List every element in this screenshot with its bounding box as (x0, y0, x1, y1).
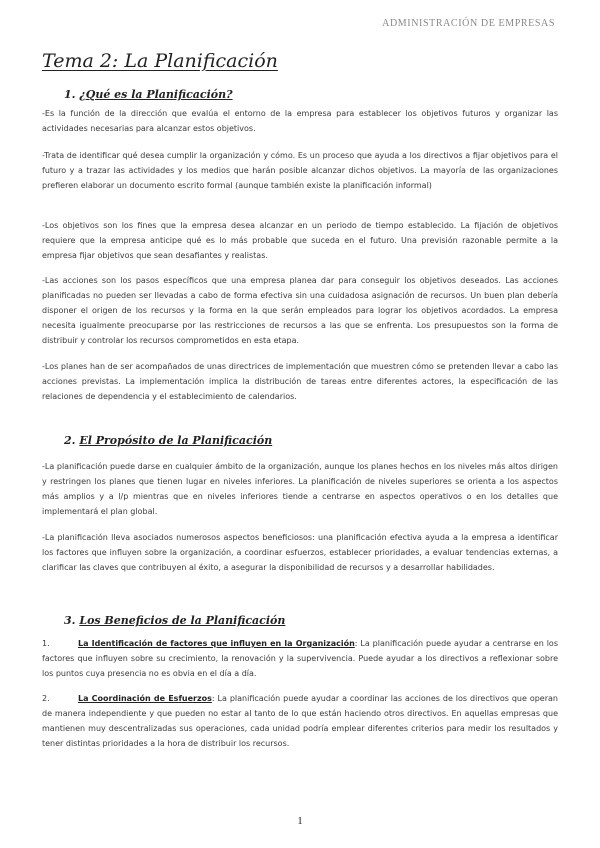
page-title: Tema 2: La Planificación (42, 50, 278, 72)
section-number: 3. (64, 614, 76, 627)
paragraph: -Las acciones son los pasos específicos que una empresa planea dar para conseguir los objetivos deseados. Las acciones planificadas no pueden ser llevadas a cabo de forma efectiva sin una cuidadosa asignación de recursos. Un buen plan debería disponer el origen de los recursos y la forma en la que serán empleados para lograr los objetivos acordados. La empresa necesita igualmente preocuparse por las restricciones de recursos a las que se enfrenta. Los presupuestos son la forma de distribuir y controlar los recursos comprometidos en esta etapa. (42, 276, 558, 345)
paragraph: -Es la función de la dirección que evalúa el entorno de la empresa para establecer los objetivos futuros y organizar las actividades necesarias para alcanzar estos objetivos. (42, 109, 558, 133)
section-number: 1. (64, 88, 76, 101)
paragraph: -La planificación puede darse en cualquier ámbito de la organización, aunque los planes hechos en los niveles más altos dirigen y restringen los planes que tienen lugar en niveles inferiores. La planificación de niveles superiores se orienta a los aspectos más amplios y a l/p mientras que en niveles inferiores tiende a centrarse en aspectos operativos o en los detalles que implementará el plan global. (42, 462, 558, 516)
paragraph: -Los planes han de ser acompañados de unas directrices de implementación que muestren cómo se pretenden llevar a cabo las acciones previstas. La implementación implica la distribución de tareas entre diferentes actores, la especificación de las relaciones de dependencia y el establecimiento de calendarios. (42, 362, 558, 401)
list-item (42, 691, 558, 751)
section-title: Los Beneficios de la Planificación (79, 614, 286, 627)
page-number: 1 (297, 815, 303, 827)
list-item (42, 636, 558, 681)
section-number: 2. (64, 434, 76, 447)
list-item-number: 1. (42, 639, 50, 648)
list-item-text: : La planificación puede ayudar a coordinar las acciones de los directivos que operan de manera independiente y que pueden no estar al tanto de lo que están haciendo otros directivos. En aquellas empresas que mantienen muy descentralizadas sus operaciones, cada unidad podría emplear diferentes criterios para medir los resultados y tener distintas prioridades a la hora de distribuir los recursos. (42, 694, 558, 748)
section-3-heading (64, 614, 285, 627)
list-item-term: La Coordinación de Esfuerzos (78, 694, 212, 703)
list-item-number: 2. (42, 694, 50, 703)
section-title: El Propósito de la Planificación (79, 434, 273, 447)
paragraph: -Trata de identificar qué desea cumplir la organización y cómo. Es un proceso que ayuda a los directivos a fijar objetivos para el futuro y a trazar las actividades y los medios que harán posible alcanzar dichos objetivos. La mayoría de las organizaciones prefieren elaborar un documento escrito formal (aunque también existe la planificación informal) (42, 151, 558, 190)
paragraph: -La planificación lleva asociados numerosos aspectos beneficiosos: una planificación efectiva ayuda a la empresa a identificar los factores que influyen sobre la organización, a coordinar esfuerzos, establecer prioridades, a evaluar tendencias externas, a clarificar las claves que contribuyen al éxito, a asegurar la disponibilidad de recursos y a desarrollar habilidades. (42, 533, 558, 572)
list-item-text: : La planificación puede ayudar a centrarse en los factores que influyen sobre su crecimiento, la renovación y la supervivencia. Puede ayudar a los directivos a reflexionar sobre los puntos cuya presencia no es obvia en el día a día. (42, 639, 558, 678)
list-item-term: La Identificación de factores que influyen en la Organización (78, 639, 355, 648)
section-1-heading (64, 88, 233, 101)
paragraph: -Los objetivos son los fines que la empresa desea alcanzar en un periodo de tiempo establecido. La fijación de objetivos requiere que la empresa anticipe qué es lo más probable que suceda en el futuro. Una previsión razonable permite a la empresa fijar objetivos que sean desafiantes y realistas. (42, 221, 558, 260)
section-2-heading (64, 434, 272, 447)
running-header: ADMINISTRACIÓN DE EMPRESAS (382, 18, 555, 29)
section-title: ¿Qué es la Planificación? (79, 88, 233, 101)
